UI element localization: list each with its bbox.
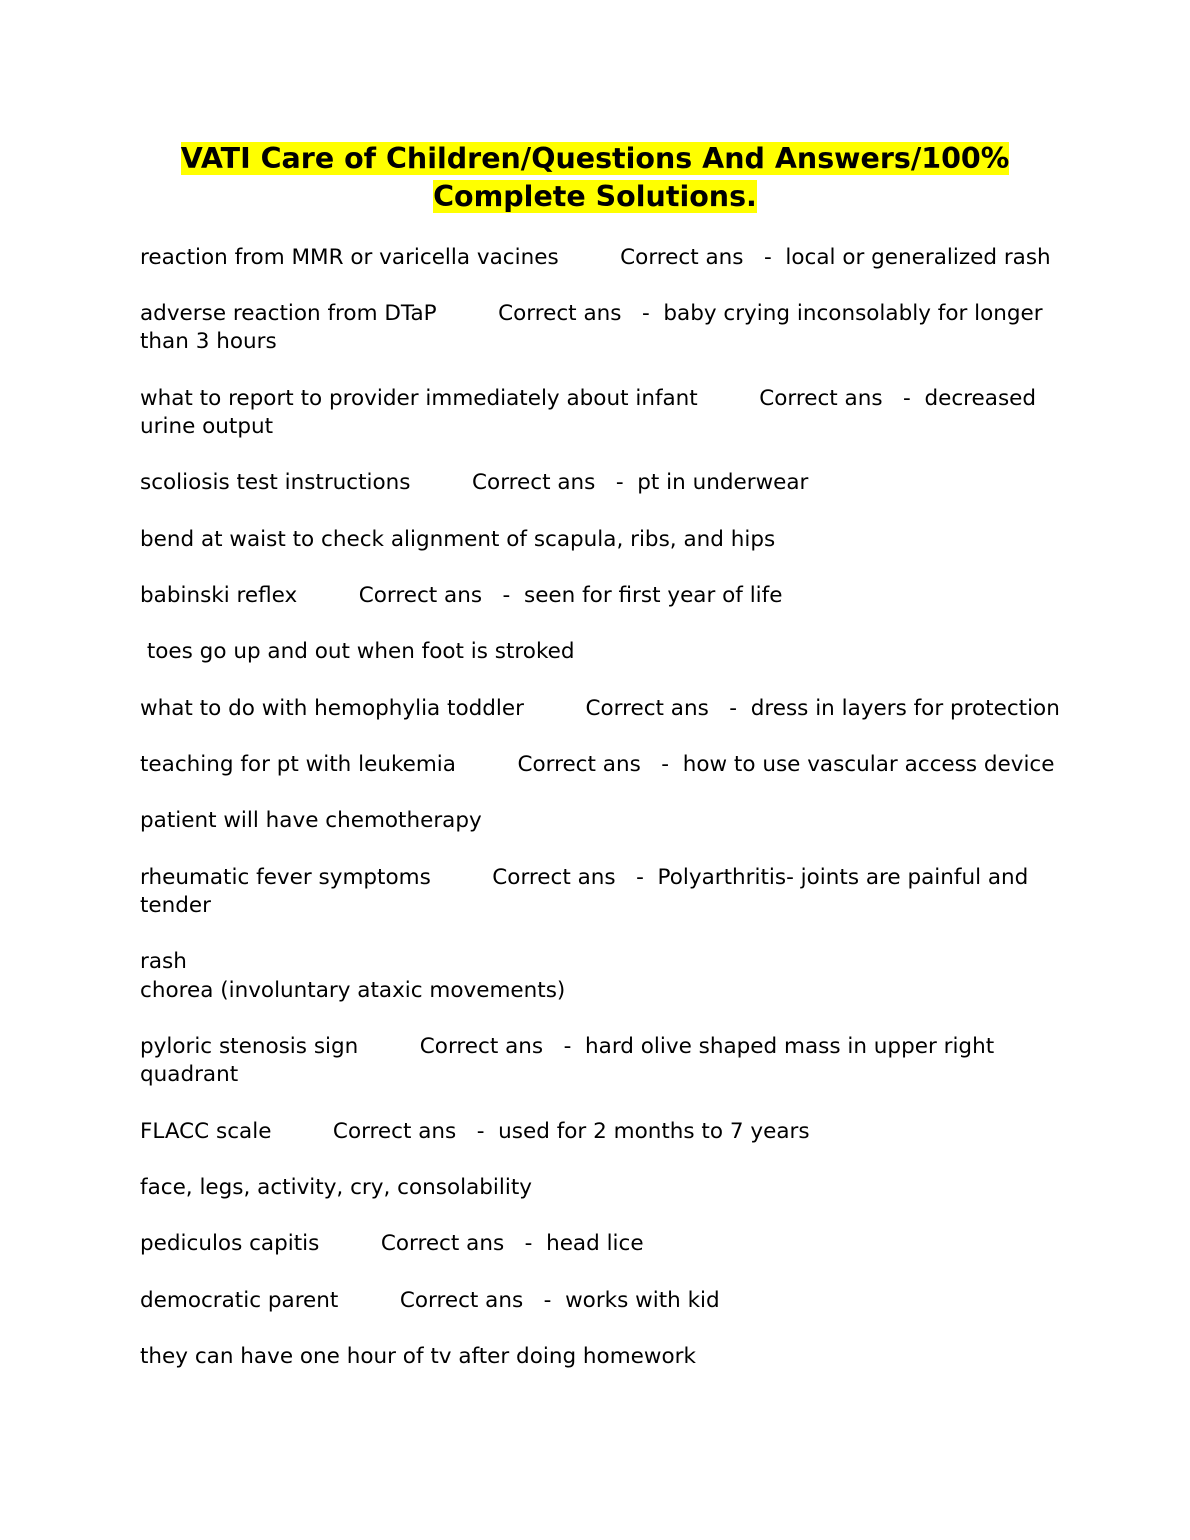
text-line: adverse reaction from DTaP Correct ans - baby crying inconsolably for longer [140,301,1043,326]
text-line: urine output [140,414,274,439]
text-line: scoliosis test instructions Correct ans - pt in underwear [140,470,809,495]
title-line-1: VATI Care of Children/Questions And Answers/100% [180,142,1010,175]
text-line: what to report to provider immediately about infant Correct ans - decreased [140,386,1037,411]
text-line: rheumatic fever symptoms Correct ans - Polyarthritis- joints are painful and [140,865,1029,890]
text-line: rash [140,949,187,974]
text-line: democratic parent Correct ans - works with kid [140,1288,720,1313]
text-line: patient will have chemotherapy [140,808,482,833]
text-line: quadrant [140,1062,239,1087]
text-line: chorea (involuntary ataxic movements) [140,978,566,1003]
text-line: pediculos capitis Correct ans - head lice [140,1231,644,1256]
text-line: toes go up and out when foot is stroked [140,639,575,664]
text-line: they can have one hour of tv after doing homework [140,1344,696,1369]
text-line: teaching for pt with leukemia Correct ans - how to use vascular access device [140,752,1055,777]
text-line: tender [140,893,211,918]
text-line: pyloric stenosis sign Correct ans - hard olive shaped mass in upper right [140,1034,995,1059]
document-title [0,140,1190,216]
text-line: what to do with hemophylia toddler Correct ans - dress in layers for protection [140,696,1060,721]
title-line-2: Complete Solutions. [433,180,757,213]
text-line: face, legs, activity, cry, consolability [140,1175,532,1200]
text-line: FLACC scale Correct ans - used for 2 months to 7 years [140,1119,810,1144]
text-line: reaction from MMR or varicella vacines Correct ans - local or generalized rash [140,245,1051,270]
text-line: bend at waist to check alignment of scapula, ribs, and hips [140,527,776,552]
text-line: babinski reflex Correct ans - seen for first year of life [140,583,783,608]
text-line: than 3 hours [140,329,277,354]
